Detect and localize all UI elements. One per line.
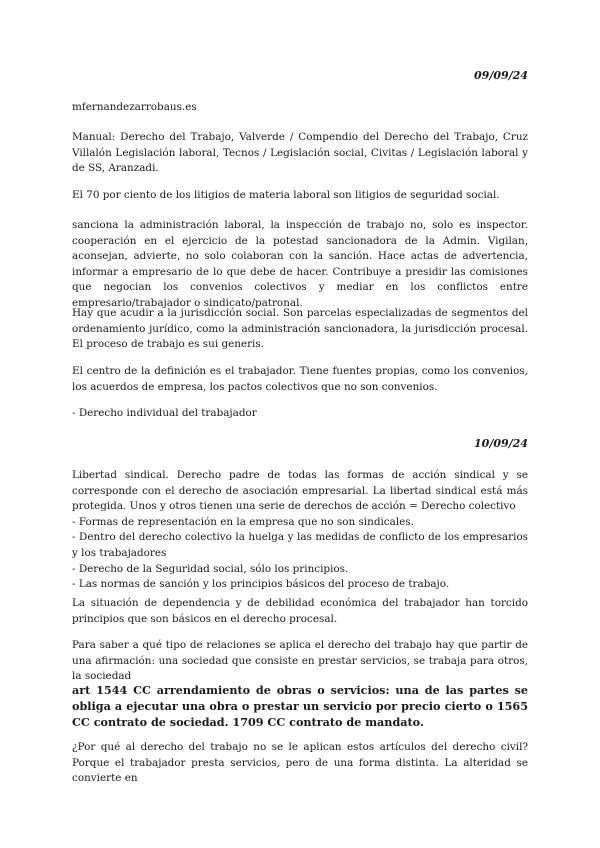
individual-law-text: - Derecho individual del trabajador xyxy=(72,407,257,419)
list-item: - Las normas de sanción y los principios básicos del proceso de trabajo. xyxy=(72,578,450,591)
jurisdiction-paragraph xyxy=(72,306,528,353)
worker-paragraph xyxy=(72,364,528,395)
freedom-paragraph xyxy=(72,468,528,593)
question-text: ¿Por qué al derecho del trabajo no se le aplican estos artículos del derecho civil? Porque el trabajador presta servicios, pero de una forma distinta. La alteridad se convierte en xyxy=(72,741,528,785)
relations-text: Para saber a qué tipo de relaciones se aplica el derecho del trabajo hay que partir de una afirmación: una sociedad que consiste en prestar servicios, se trabaja para otros, la sociedad xyxy=(72,639,528,683)
manuals-text: Manual: Derecho del Trabajo, Valverde / Compendio del Derecho del Trabajo, Cruz Villalón Legislación laboral, Tecnos / Legislación social, Civitas / Legislación laboral y de SS, Aranzadi. xyxy=(72,131,528,175)
dependency-text: La situación de dependencia y de debilidad económica del trabajador han torcido principios que son básicos en el derecho procesal. xyxy=(72,597,528,625)
date-heading: 09/09/24 xyxy=(474,69,528,82)
manuals-paragraph xyxy=(72,130,528,177)
email-text: mfernandezarrobaus.es xyxy=(72,101,197,113)
list-item: - Formas de representación en la empresa que no son sindicales. xyxy=(72,515,414,528)
list-item: - Dentro del derecho colectivo la huelga y las medidas de conflicto de los empresarios y los trabajadores xyxy=(72,531,528,559)
dependency-paragraph xyxy=(72,596,528,627)
freedom-text: Libertad sindical. Derecho padre de todas las formas de acción sindical y se corresponde con el derecho de asociación empresarial. La libertad sindical está más protegida. Unos y otros tienen una serie de derechos de acción = Derecho colectivo xyxy=(72,469,528,513)
civil-code-text: art 1544 CC arrendamiento de obras o servicios: una de las partes se obliga a ejecutar una obra o prestar un servicio por precio cierto o 1565 CC contrato de sociedad. 1709 CC contrato de mandato. xyxy=(72,683,528,729)
statistic-text: El 70 por ciento de los litigios de materia laboral son litigios de seguridad social. xyxy=(72,189,500,201)
relations-paragraph xyxy=(72,638,528,685)
list-item: - Derecho de la Seguridad social, sólo los principios. xyxy=(72,562,349,575)
administration-text: sanciona la administración laboral, la inspección de trabajo no, solo es inspector. cooperación en el ejercicio de la potestad sancionadora de la Admin. Vigilan, aconsejan, advierte, no solo colaboran con la sanción. Hace actas de advertencia, informar a empresario de lo que debe de hacer. Contribuye a presidir las comisiones que negocian los convenios colectivos y mediar en los conflictos entre empresario/trabajador o sindicato/patronal. xyxy=(72,219,528,309)
statistic-paragraph xyxy=(72,188,528,204)
administration-paragraph xyxy=(72,218,528,312)
civil-code-paragraph xyxy=(72,682,528,730)
jurisdiction-text: Hay que acudir a la jurisdicción social. Son parcelas especializadas de segmentos del ordenamiento jurídico, como la administración sancionadora, la jurisdicción procesal. El proceso de trabajo es sui generis. xyxy=(72,307,528,351)
question-paragraph xyxy=(72,740,528,787)
email-line xyxy=(72,100,528,116)
worker-text: El centro de la definición es el trabajador. Tiene fuentes propias, como los convenios, los acuerdos de empresa, los pactos colectivos que no son convenios. xyxy=(72,365,528,393)
individual-law-item xyxy=(72,406,528,422)
date-heading-2: 10/09/24 xyxy=(474,437,528,450)
